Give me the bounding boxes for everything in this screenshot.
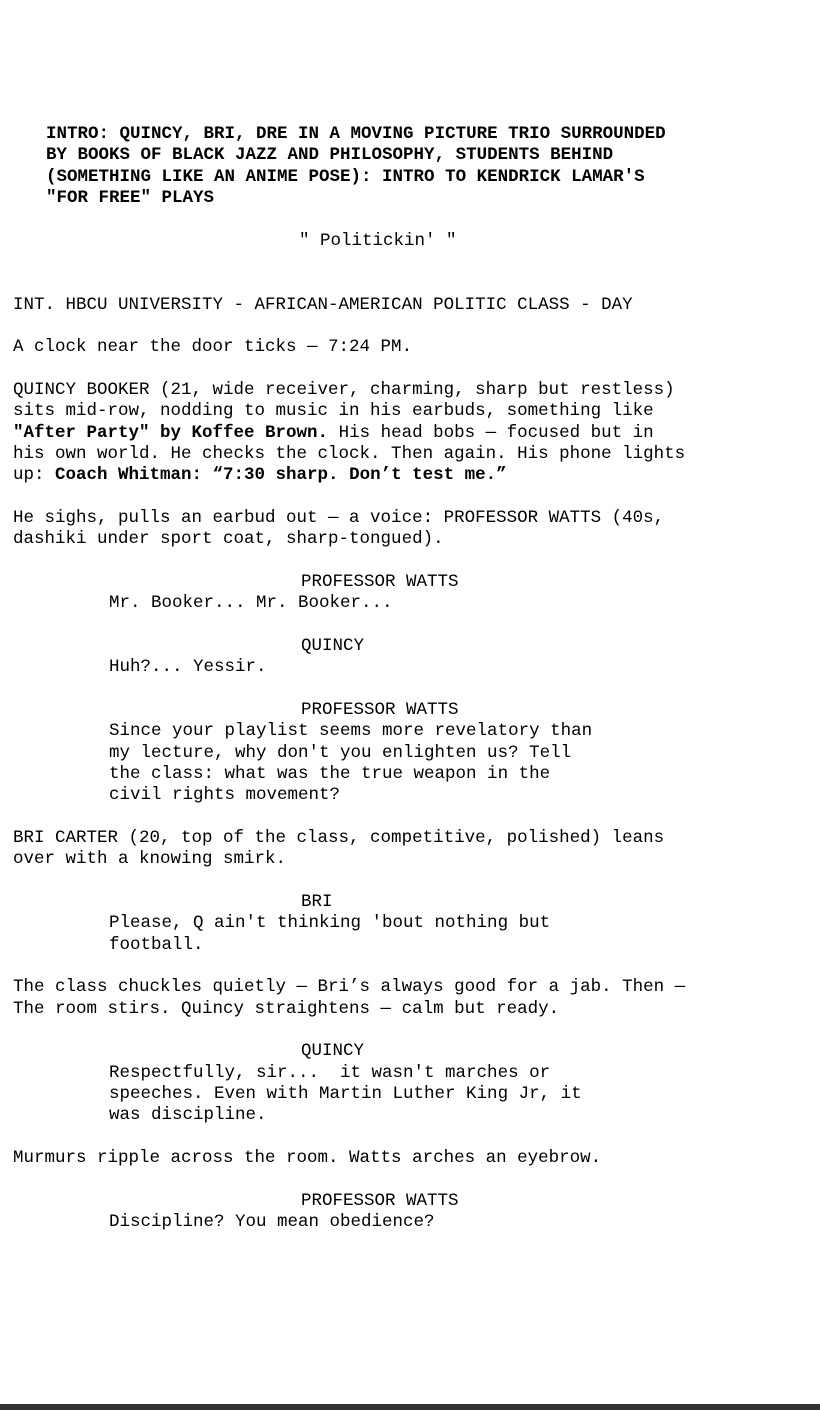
dialogue-line: was discipline. [109, 1105, 267, 1125]
intro-line: BY BOOKS OF BLACK JAZZ AND PHILOSOPHY, STUDENTS BEHIND [46, 145, 614, 165]
action-line [13, 465, 507, 486]
dialogue-line: Please, Q ain't thinking 'bout nothing but [109, 913, 551, 933]
dialogue-line: Respectfully, sir... it wasn't marches or [109, 1063, 551, 1083]
action-line: dashiki under sport coat, sharp-tongued). [13, 529, 444, 549]
action-line [13, 423, 654, 444]
action-text: His head bobs — focused but in [328, 423, 654, 443]
scene-heading: INT. HBCU UNIVERSITY - AFRICAN-AMERICAN POLITIC CLASS - DAY [13, 295, 633, 315]
song-reference: "After Party" by Koffee Brown. [13, 423, 329, 443]
phone-message: Coach Whitman: “7:30 sharp. Don’t test me.” [55, 465, 507, 485]
intro-line: INTRO: QUINCY, BRI, DRE IN A MOVING PICTURE TRIO SURROUNDED [46, 124, 666, 144]
dialogue-line: the class: what was the true weapon in the [109, 764, 551, 784]
intro-line: (SOMETHING LIKE AN ANIME POSE): INTRO TO KENDRICK LAMAR'S [46, 167, 645, 187]
character-name: PROFESSOR WATTS [301, 1191, 459, 1211]
dialogue-line: Since your playlist seems more revelatory than [109, 721, 593, 741]
character-name: PROFESSOR WATTS [301, 572, 459, 592]
dialogue-line: speeches. Even with Martin Luther King Jr, it [109, 1084, 582, 1104]
action-line: BRI CARTER (20, top of the class, competitive, polished) leans [13, 828, 665, 848]
dialogue-line: football. [109, 935, 204, 955]
character-name: BRI [301, 892, 333, 912]
dialogue-line: Discipline? You mean obedience? [109, 1212, 435, 1232]
action-line: over with a knowing smirk. [13, 849, 287, 869]
bottom-edge-bar [0, 1404, 820, 1410]
character-name: QUINCY [301, 636, 365, 656]
character-name: QUINCY [301, 1041, 365, 1061]
action-line: A clock near the door ticks — 7:24 PM. [13, 337, 413, 357]
script-title: " Politickin' " [299, 231, 457, 251]
action-line: sits mid-row, nodding to music in his earbuds, something like [13, 401, 654, 421]
action-text: up: [13, 465, 56, 485]
dialogue-line: Huh?... Yessir. [109, 657, 267, 677]
action-line: QUINCY BOOKER (21, wide receiver, charming, sharp but restless) [13, 380, 675, 400]
action-line: his own world. He checks the clock. Then again. His phone lights [13, 444, 686, 464]
character-name: PROFESSOR WATTS [301, 700, 459, 720]
action-line: The room stirs. Quincy straightens — calm but ready. [13, 999, 560, 1019]
intro-line: "FOR FREE" PLAYS [46, 188, 215, 208]
action-line: Murmurs ripple across the room. Watts arches an eyebrow. [13, 1148, 602, 1168]
dialogue-line: Mr. Booker... Mr. Booker... [109, 593, 393, 613]
action-line: He sighs, pulls an earbud out — a voice: PROFESSOR WATTS (40s, [13, 508, 665, 528]
dialogue-line: civil rights movement? [109, 785, 341, 805]
dialogue-line: my lecture, why don't you enlighten us? Tell [109, 743, 572, 763]
action-line: The class chuckles quietly — Bri’s always good for a jab. Then — [13, 977, 686, 997]
